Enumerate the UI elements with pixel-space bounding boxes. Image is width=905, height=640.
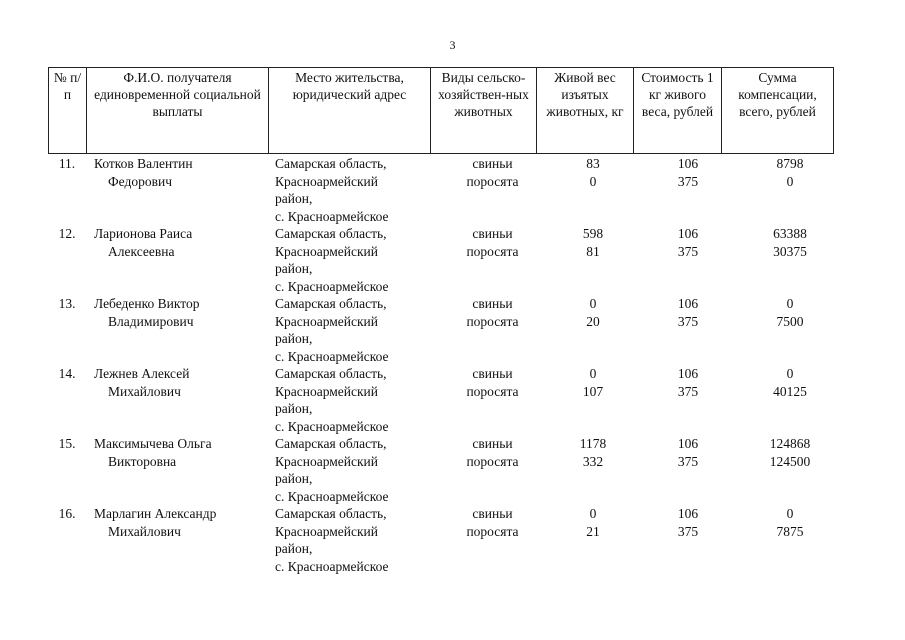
recipient-name: Котков Валентин Федорович xyxy=(94,156,193,189)
header-num: № п/п xyxy=(49,68,87,154)
live-weight: 1178 332 xyxy=(579,436,607,469)
row-number: 11. xyxy=(58,156,76,171)
compensation-sum: 0 7500 xyxy=(776,296,804,329)
price-per-kg: 106 375 xyxy=(677,226,699,259)
recipient-name: Лебеденко Виктор Владимирович xyxy=(94,296,200,329)
price-per-kg: 106 375 xyxy=(677,506,699,539)
live-weight: 0 21 xyxy=(586,506,600,539)
header-name: Ф.И.О. получателя единовременной социальной выплаты xyxy=(87,68,269,154)
compensation-sum: 63388 30375 xyxy=(773,226,807,259)
header-place: Место жительства, юридический адрес xyxy=(269,68,431,154)
residence-address: Самарская область, Красноармейский район, с. Красноармейское xyxy=(275,296,389,364)
live-weight: 0 107 xyxy=(582,366,604,399)
page-number: 3 xyxy=(449,38,456,52)
table-header xyxy=(48,67,834,154)
row-number: 12. xyxy=(58,226,76,241)
price-per-kg: 106 375 xyxy=(677,156,699,189)
row-number: 15. xyxy=(58,436,76,451)
residence-address: Самарская область, Красноармейский район, с. Красноармейское xyxy=(275,506,389,574)
residence-address: Самарская область, Красноармейский район, с. Красноармейское xyxy=(275,156,389,224)
header-kind: Виды сельско-хозяйствен-ных животных xyxy=(431,68,537,154)
live-weight: 0 20 xyxy=(586,296,600,329)
compensation-sum: 124868 124500 xyxy=(769,436,811,469)
live-weight: 83 0 xyxy=(586,156,600,189)
header-price: Стоимость 1 кг живого веса, рублей xyxy=(634,68,722,154)
compensation-sum: 8798 0 xyxy=(776,156,804,189)
animal-kind: свиньи поросята xyxy=(466,506,519,539)
header-sum: Сумма компенсации, всего, рублей xyxy=(722,68,834,154)
row-number: 14. xyxy=(58,366,76,381)
recipient-name: Ларионова Раиса Алексеевна xyxy=(94,226,193,259)
price-per-kg: 106 375 xyxy=(677,436,699,469)
compensation-sum: 0 7875 xyxy=(776,506,804,539)
recipient-name: Максимычева Ольга Викторовна xyxy=(94,436,212,469)
live-weight: 598 81 xyxy=(582,226,604,259)
animal-kind: свиньи поросята xyxy=(466,436,519,469)
header-weight: Живой вес изъятых животных, кг xyxy=(537,68,634,154)
residence-address: Самарская область, Красноармейский район, с. Красноармейское xyxy=(275,436,389,504)
animal-kind: свиньи поросята xyxy=(466,366,519,399)
row-number: 16. xyxy=(58,506,76,521)
price-per-kg: 106 375 xyxy=(677,296,699,329)
animal-kind: свиньи поросята xyxy=(466,156,519,189)
animal-kind: свиньи поросята xyxy=(466,296,519,329)
row-number: 13. xyxy=(58,296,76,311)
price-per-kg: 106 375 xyxy=(677,366,699,399)
residence-address: Самарская область, Красноармейский район, с. Красноармейское xyxy=(275,366,389,434)
recipient-name: Лежнев Алексей Михайлович xyxy=(94,366,190,399)
residence-address: Самарская область, Красноармейский район, с. Красноармейское xyxy=(275,226,389,294)
recipient-name: Марлагин Александр Михайлович xyxy=(94,506,217,539)
animal-kind: свиньи поросята xyxy=(466,226,519,259)
compensation-sum: 0 40125 xyxy=(773,366,807,399)
